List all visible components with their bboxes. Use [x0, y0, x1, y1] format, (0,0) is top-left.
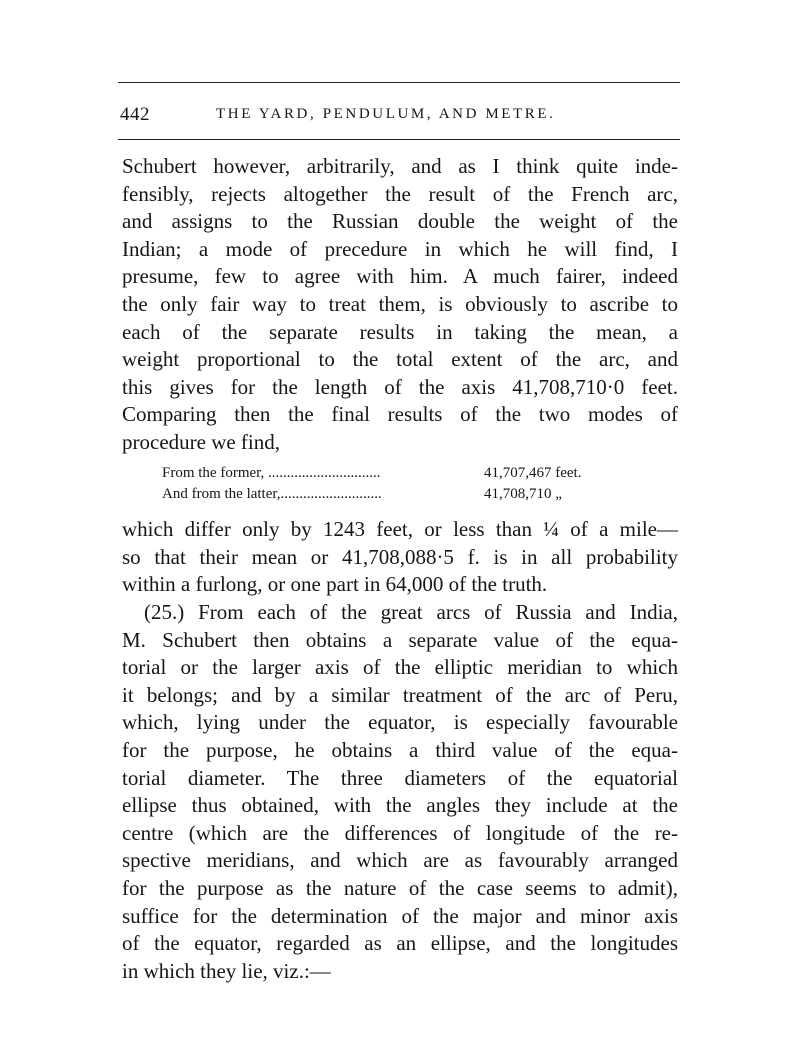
header-rule-top: [118, 82, 680, 83]
text-line: M. Schubert then obtains a separate value of the equa-: [122, 627, 678, 652]
text-line: weight proportional to the total extent of the arc, and: [122, 347, 678, 372]
text-line: which, lying under the equator, is especially favourable: [122, 710, 678, 735]
text-line: ellipse thus obtained, with the angles they include at the: [122, 793, 678, 818]
text-line: which differ only by 1243 feet, or less than ¼ of a mile—: [122, 517, 678, 541]
paragraph-schubert-weighting: [122, 153, 678, 457]
comparison-label: And from the latter,...........................: [162, 486, 382, 502]
text-line: spective meridians, and which are as favourably arranged: [122, 848, 678, 873]
text-line: Indian; a mode of precedure in which he will find, I: [122, 236, 678, 261]
text-line: suffice for the determination of the major and minor axis: [122, 903, 678, 928]
text-line: and assigns to the Russian double the weight of the: [122, 209, 678, 234]
text-line: it belongs; and by a similar treatment of the arc of Peru,: [122, 682, 678, 707]
comparison-label: From the former, ..............................: [162, 465, 381, 481]
paragraph-section-25: [122, 599, 678, 985]
text-line: torial or the larger axis of the elliptic meridian to which: [122, 655, 678, 680]
text-line: for the purpose as the nature of the case seems to admit),: [122, 875, 678, 900]
comparison-row-latter: [162, 484, 662, 505]
page-number: 442: [120, 104, 150, 125]
text-line: (25.) From each of the great arcs of Russia and India,: [144, 600, 678, 624]
comparison-value: 41,708,710 „: [484, 486, 562, 502]
paragraph-difference: [122, 516, 678, 599]
text-line: this gives for the length of the axis 41,708,710·0 feet.: [122, 374, 678, 399]
comparison-table: [162, 463, 662, 505]
text-line: within a furlong, or one part in 64,000 of the truth.: [122, 572, 548, 597]
text-line: centre (which are the differences of longitude of the re-: [122, 820, 678, 845]
text-line: in which they lie, viz.:—: [122, 958, 331, 983]
text-line: of the equator, regarded as an ellipse, and the longitudes: [122, 931, 678, 956]
comparison-value: 41,707,467 feet.: [484, 465, 582, 481]
text-line: so that their mean or 41,708,088·5 f. is in all probability: [122, 544, 678, 569]
running-title: THE YARD, PENDULUM, AND METRE.: [216, 106, 556, 122]
header-rule-bottom: [118, 139, 680, 140]
text-line: each of the separate results in taking the mean, a: [122, 319, 678, 344]
text-line: Comparing then the final results of the two modes of: [122, 402, 678, 427]
text-line: presume, few to agree with him. A much fairer, indeed: [122, 264, 678, 289]
text-line: the only fair way to treat them, is obviously to ascribe to: [122, 291, 678, 316]
text-line: Schubert however, arbitrarily, and as I think quite inde-: [122, 154, 678, 178]
running-head: [120, 104, 680, 130]
text-line: procedure we find,: [122, 429, 281, 454]
comparison-row-former: [162, 463, 662, 484]
text-line: fensibly, rejects altogether the result of the French arc,: [122, 181, 678, 206]
text-line: torial diameter. The three diameters of the equatorial: [122, 765, 678, 790]
text-line: for the purpose, he obtains a third value of the equa-: [122, 737, 678, 762]
